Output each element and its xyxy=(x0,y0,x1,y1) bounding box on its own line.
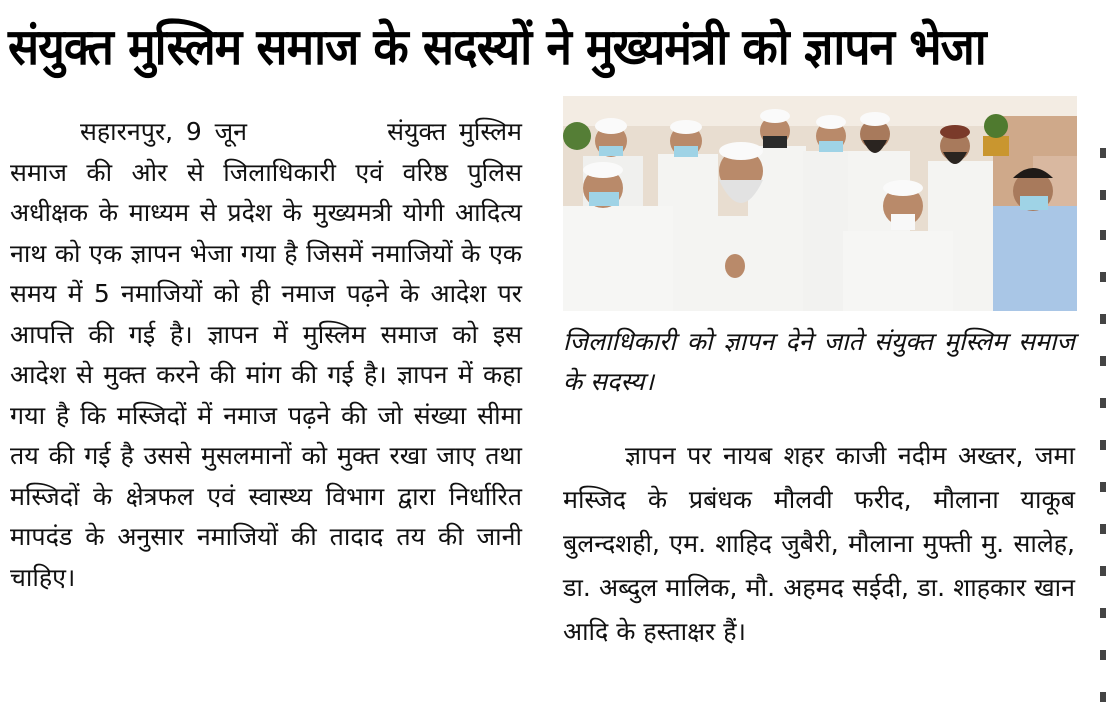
dateline: सहारनपुर, 9 जून xyxy=(80,117,248,146)
signatories-paragraph: ज्ञापन पर नायब शहर काजी नदीम अख्तर, जमा मस्जिद के प्रबंधक मौलवी फरीद, मौलाना याकूब बुलन्दशही, एम. शाहिद जुबैरी, मौलाना मुफ्ती मु. सालेह, डा. अब्दुल मालिक, मौ. अहमद सईदी, डा. शाहकार खान आदि के हस्ताक्षर हैं। xyxy=(563,441,1075,646)
photo-caption: जिलाधिकारी को ज्ञापन देने जाते संयुक्त मुस्लिम समाज के सदस्य। xyxy=(563,327,1075,396)
group-of-men-photo xyxy=(563,96,1077,311)
headline: संयुक्त मुस्लिम समाज के सदस्यों ने मुख्यमंत्री को ज्ञापन भेजा xyxy=(8,18,986,76)
article-body-right xyxy=(563,434,1075,654)
news-photo xyxy=(563,96,1077,311)
article-lead-paragraph xyxy=(10,112,522,598)
lead-start-word: संयुक्त xyxy=(387,117,447,146)
article-body-left xyxy=(10,112,522,598)
adjacent-column-edge xyxy=(1099,130,1107,708)
article-body-text: मुस्लिम समाज की ओर से जिलाधिकारी एवं वरिष्ठ पुलिस अधीक्षक के माध्यम से प्रदेश के मुख्यमत्री योगी आदित्य नाथ को एक ज्ञापन भेजा गया है जिसमें नमाजियों के एक समय में 5 नमाजियों को ही नमाज पढ़ने के आदेश पर आपत्ति की गई है। ज्ञापन में मुस्लिम समाज को इस आदेश से मुक्त करने की मांग की गई है। ज्ञापन में कहा गया है कि मस्जिदों में नमाज पढ़ने की जो संख्या सीमा तय की गई है उससे मुसलमानों को मुक्त रखा जाए तथा मस्जिदों के क्षेत्रफल एवं स्वास्थ्य विभाग द्वारा निर्धारित मापदंड के अनुसार नमाजियों की तादाद तय की जानी चाहिए। xyxy=(10,117,522,592)
